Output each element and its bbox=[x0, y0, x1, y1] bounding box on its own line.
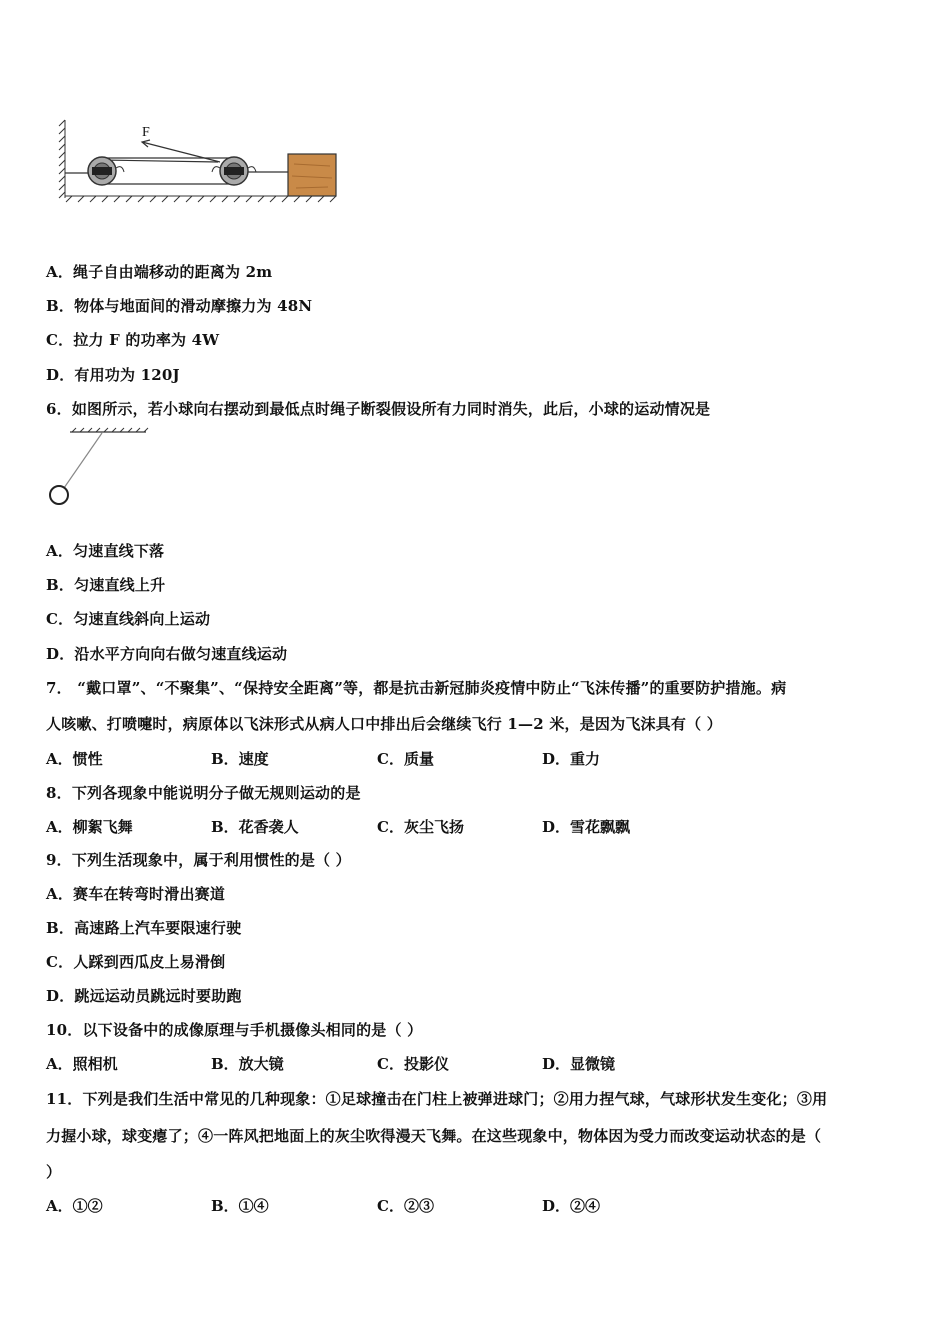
pendulum-figure bbox=[44, 424, 154, 514]
ground-hatching bbox=[65, 196, 336, 202]
q8-option-b: B．花香袭人 bbox=[211, 818, 299, 836]
q7-option-d: D．重力 bbox=[542, 750, 601, 768]
q6-option-d: D．沿水平方向向右做匀速直线运动 bbox=[46, 645, 288, 663]
q6-option-c: C．匀速直线斜向上运动 bbox=[46, 610, 211, 628]
q10-option-a: A．照相机 bbox=[46, 1055, 118, 1073]
q8-option-a: A．柳絮飞舞 bbox=[46, 818, 133, 836]
q11-stem-line3: ） bbox=[46, 1163, 62, 1181]
q11-option-b: B．①④ bbox=[211, 1197, 269, 1215]
q9-option-c: C．人踩到西瓜皮上易滑倒 bbox=[46, 953, 226, 971]
q8-option-d: D．雪花飘飘 bbox=[542, 818, 631, 836]
q10-option-b: B．放大镜 bbox=[211, 1055, 284, 1073]
q7-option-b: B．速度 bbox=[211, 750, 269, 768]
q8-option-c: C．灰尘飞扬 bbox=[377, 818, 464, 836]
q5-option-d: D．有用功为 120J bbox=[46, 366, 180, 384]
q9-stem: 9．下列生活现象中，属于利用惯性的是（ ） bbox=[46, 851, 351, 869]
force-arrow bbox=[142, 140, 220, 162]
q11-stem-line2: 力握小球，球变瘪了；④一阵风把地面上的灰尘吹得漫天飞舞。在这些现象中，物体因为受力而改变运动状态的是（ bbox=[46, 1127, 822, 1145]
q7-option-c: C．质量 bbox=[377, 750, 434, 768]
q11-stem-line1: 11．下列是我们生活中常见的几种现象：①足球撞击在门柱上被弹进球门；②用力捏气球，气球形状发生变化；③用 bbox=[46, 1090, 828, 1108]
q9-option-b: B．高速路上汽车要限速行驶 bbox=[46, 919, 242, 937]
q11-option-c: C．②③ bbox=[377, 1197, 434, 1215]
wooden-block bbox=[288, 154, 336, 196]
fixed-pulley-icon bbox=[88, 157, 124, 185]
q10-option-d: D．显微镜 bbox=[542, 1055, 616, 1073]
ball-icon bbox=[50, 486, 68, 504]
q6-option-a: A．匀速直线下落 bbox=[46, 542, 165, 560]
q6-stem: 6．如图所示，若小球向右摆动到最低点时绳子断裂假设所有力同时消失，此后，小球的运动情况是 bbox=[46, 400, 711, 418]
q8-stem: 8．下列各现象中能说明分子做无规则运动的是 bbox=[46, 784, 361, 802]
q7-stem-line2: 人咳嗽、打喷嚏时，病原体以飞沫形式从病人口中排出后会继续飞行 1—2 米，是因为飞沫具有（ ） bbox=[46, 715, 722, 733]
q9-option-d: D．跳远运动员跳远时要助跑 bbox=[46, 987, 242, 1005]
q11-option-d: D．②④ bbox=[542, 1197, 601, 1215]
q10-stem: 10．以下设备中的成像原理与手机摄像头相同的是（ ） bbox=[46, 1021, 423, 1039]
q7-stem-line1: 7． “戴口罩”、“不聚集”、“保持安全距离”等，都是抗击新冠肺炎疫情中防止“飞沫传播”的重要防护措施。病 bbox=[46, 679, 787, 697]
q5-option-b: B．物体与地面间的滑动摩擦力为 48N bbox=[46, 297, 313, 315]
q5-option-a: A．绳子自由端移动的距离为 2m bbox=[46, 263, 273, 281]
pendulum-string bbox=[64, 433, 102, 488]
q7-option-a: A．惯性 bbox=[46, 750, 103, 768]
q5-option-c: C．拉力 F 的功率为 4W bbox=[46, 331, 220, 349]
q9-option-a: A．赛车在转弯时滑出赛道 bbox=[46, 885, 226, 903]
q10-option-c: C．投影仪 bbox=[377, 1055, 449, 1073]
q6-option-b: B．匀速直线上升 bbox=[46, 576, 166, 594]
force-label: F bbox=[142, 125, 150, 140]
ceiling-hatching bbox=[72, 428, 148, 432]
q11-option-a: A．①② bbox=[46, 1197, 103, 1215]
wall-hatching bbox=[59, 120, 65, 198]
pulley-figure bbox=[58, 118, 342, 208]
